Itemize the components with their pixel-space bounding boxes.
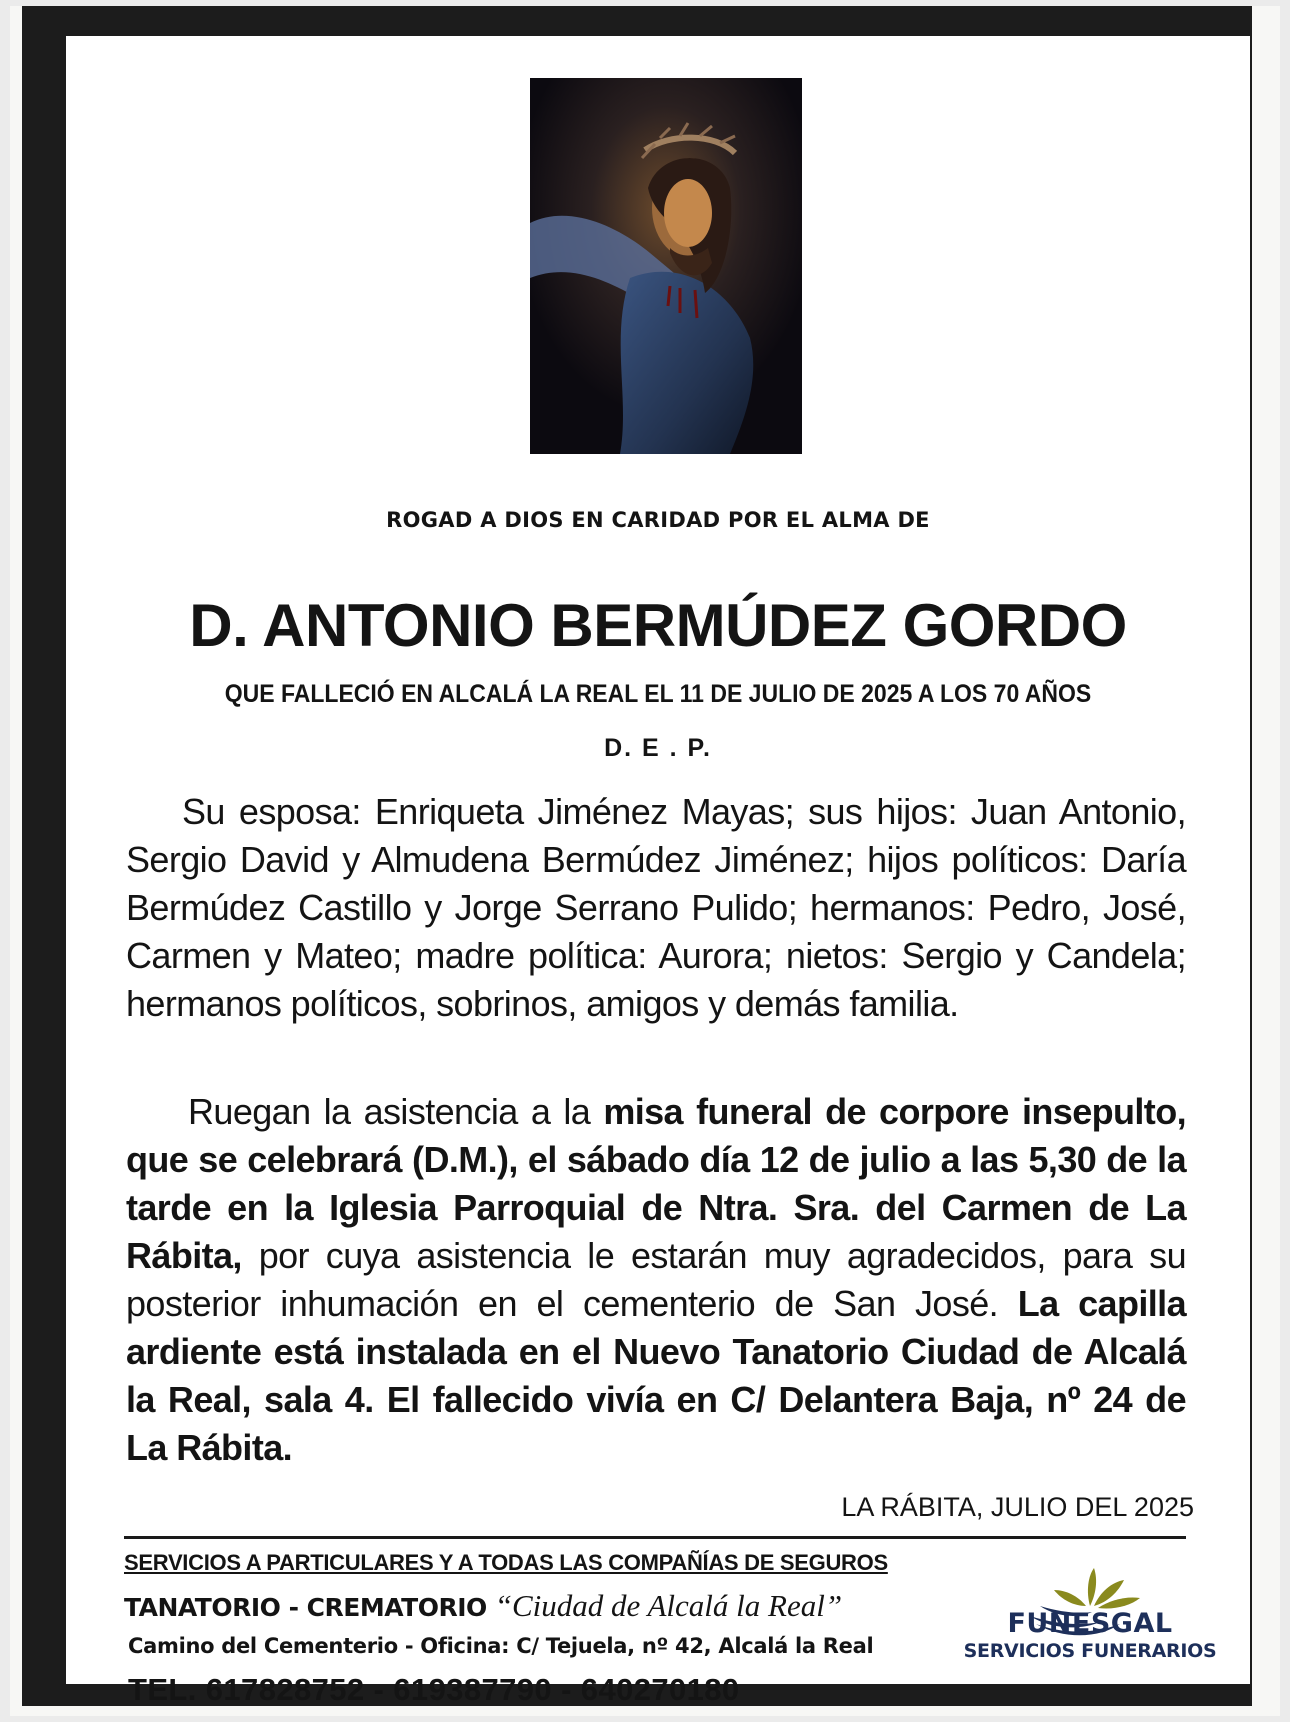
- black-border-frame: [22, 6, 1252, 1706]
- logo-subtitle: SERVICIOS FUNERARIOS: [963, 1640, 1217, 1662]
- death-details: QUE FALLECIÓ EN ALCALÁ LA REAL EL 11 DE JULIO DE 2025 A LOS 70 AÑOS: [224, 680, 1092, 708]
- crucifix-image: [530, 78, 802, 454]
- dateline: LA RÁBITA, JULIO DEL 2025: [841, 1492, 1194, 1522]
- phone-numbers: TEL. 617828752 - 619387790 - 640270180: [128, 1672, 740, 1707]
- funeral-paragraph: [126, 1088, 1186, 1472]
- tanatorio-label: TANATORIO - CREMATORIO: [124, 1593, 487, 1622]
- tanatorio-line: [124, 1588, 842, 1624]
- rest-in-peace: D. E . P.: [604, 734, 712, 762]
- family-paragraph: Su esposa: Enriqueta Jiménez Mayas; sus hijos: Juan Antonio, Sergio David y Almudena Bermúdez Jiménez; hijos políticos: Daría Bermúdez Castillo y Jorge Serrano Pulido; hermanos: Pedro, José, Carmen y Mateo; madre política: Aurora; nietos: Sergio y Candela; hermanos políticos, sobrinos, amigos y demás familia.: [126, 791, 1186, 1024]
- mass-text-3: por cuya asistencia le estarán muy agradecidos, para su posterior inhumación en el cementerio de San José.: [126, 1235, 1186, 1324]
- address: Camino del Cementerio - Oficina: C/ Tejuela, nº 42, Alcalá la Real: [128, 1634, 874, 1658]
- services-line: SERVICIOS A PARTICULARES Y A TODAS LAS COMPAÑÍAS DE SEGUROS: [124, 1550, 888, 1575]
- mass-text-4: La capilla ardiente está instalada en el Nuevo Tanatorio Ciudad de Alcalá la Real, sala 4. El fallecido vivía en C/ Delantera Baja, nº 24 de La Rábita.: [126, 1283, 1186, 1468]
- logo-name: FUNESGAL: [1007, 1608, 1173, 1639]
- notice-panel: [66, 36, 1250, 1707]
- mass-text-1: Ruegan la asistencia a la: [188, 1091, 604, 1132]
- divider: [124, 1536, 1186, 1539]
- mass-text-2: misa funeral de corpore insepulto, que se celebrará (D.M.), el sábado día 12 de julio a las 5,30 de la tarde en la Iglesia Parroquial de Ntra. Sra. del Carmen de La Rábita,: [126, 1091, 1186, 1276]
- deceased-name: D. ANTONIO BERMÚDEZ GORDO: [189, 592, 1127, 659]
- prayer-header: ROGAD A DIOS EN CARIDAD POR EL ALMA DE: [386, 508, 930, 532]
- tanatorio-name: “Ciudad de Alcalá la Real”: [494, 1588, 843, 1623]
